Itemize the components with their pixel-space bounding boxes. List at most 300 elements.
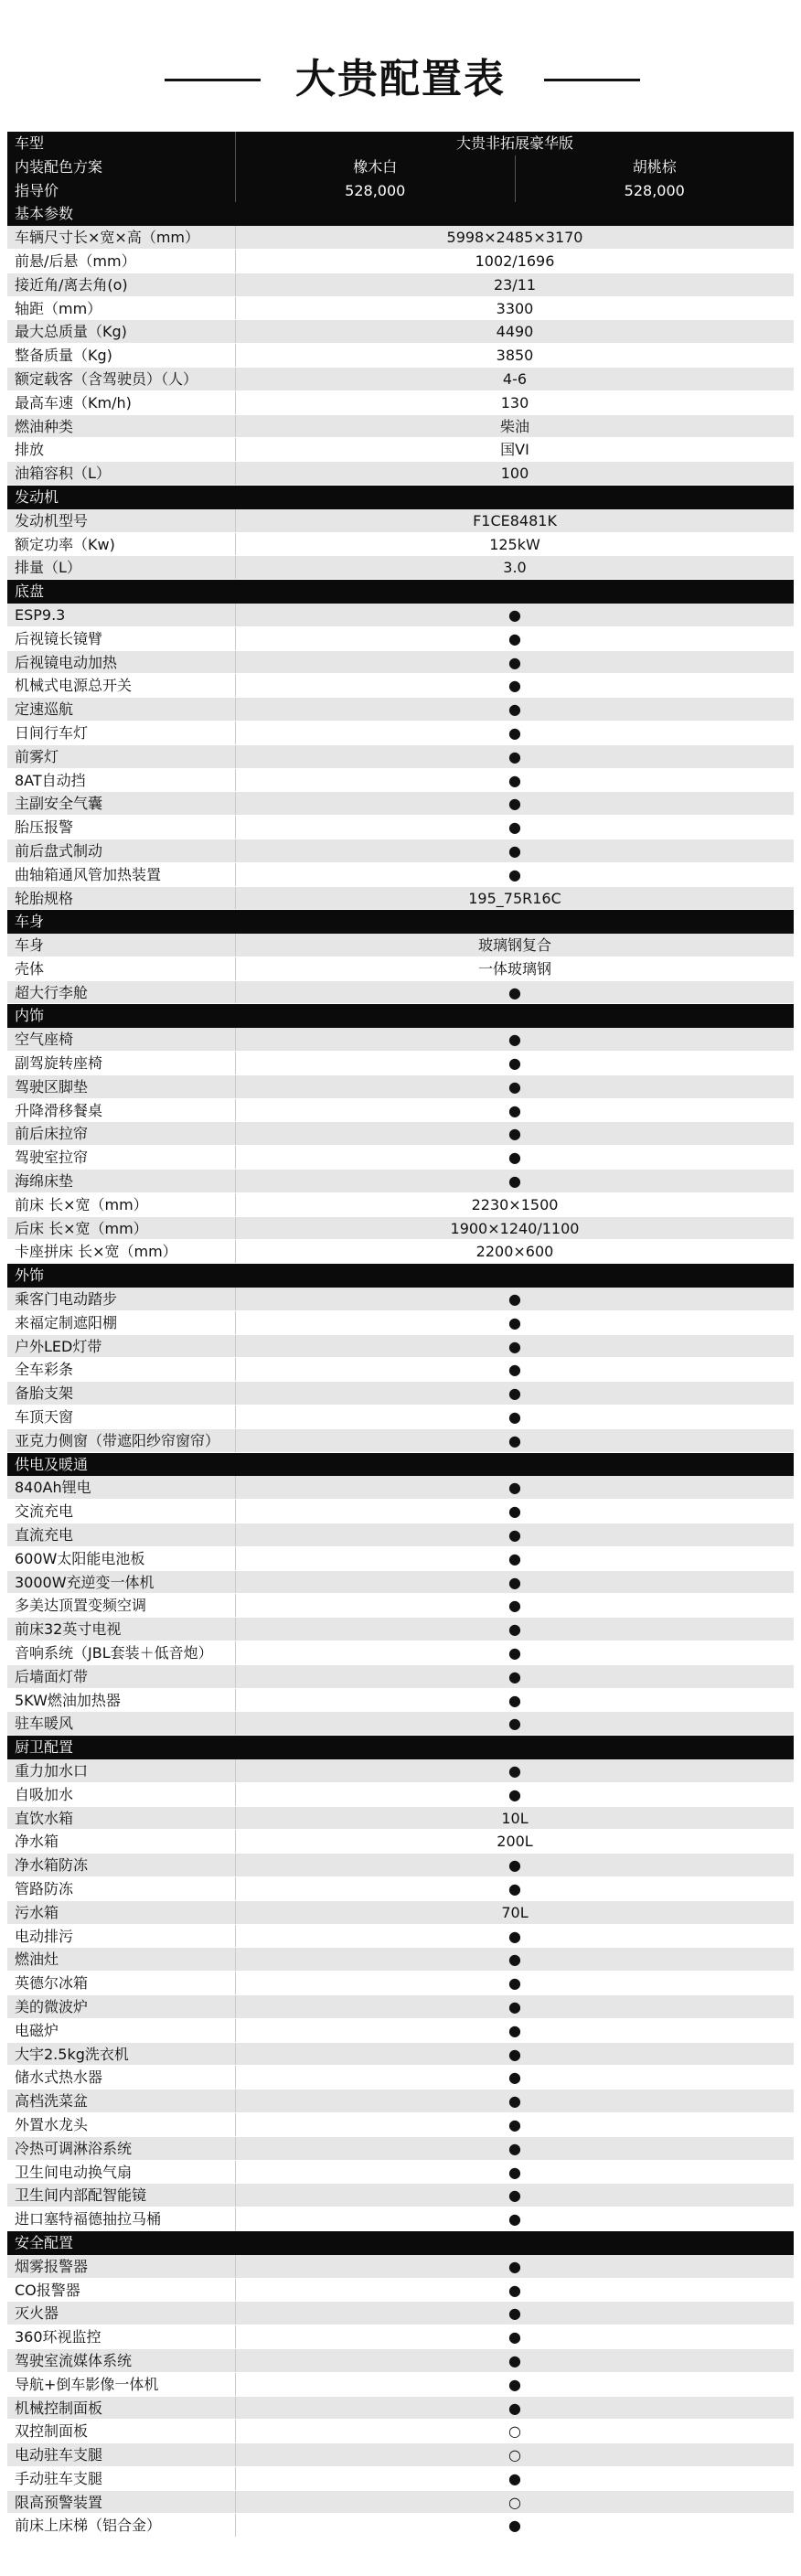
spec-row [7, 2279, 794, 2303]
spec-row [7, 1807, 794, 1831]
section-title: 车身 [15, 913, 45, 931]
spec-row [7, 509, 794, 533]
spec-row [7, 1641, 794, 1665]
price-option-2: 528,000 [624, 181, 685, 199]
spec-label: 前床 长×宽（mm） [7, 1193, 236, 1216]
spec-row [7, 226, 794, 250]
spec-value: ○ [508, 2422, 521, 2441]
section-title: 厨卫配置 [15, 1738, 74, 1757]
spec-row [7, 273, 794, 297]
spec-row [7, 2184, 794, 2207]
spec-row [7, 2113, 794, 2137]
spec-value: 100 [500, 465, 529, 483]
spec-value: ● [508, 1761, 521, 1780]
spec-label: 前后床拉帘 [7, 1122, 236, 1145]
spec-value: 4-6 [502, 369, 528, 388]
spec-row [7, 769, 794, 793]
spec-label: 前后盘式制动 [7, 839, 236, 862]
spec-label: 备胎支架 [7, 1382, 236, 1405]
section-header [7, 1264, 794, 1288]
spec-label: 净水箱防冻 [7, 1854, 236, 1876]
spec-label: 驾驶室流媒体系统 [7, 2349, 236, 2372]
spec-value: ● [508, 2517, 521, 2535]
spec-value: ● [508, 841, 521, 860]
spec-label: 灭火器 [7, 2302, 236, 2325]
spec-table [7, 132, 794, 2538]
spec-value: ● [508, 1431, 521, 1449]
spec-value: 1002/1696 [475, 251, 555, 270]
spec-value: ● [508, 1856, 521, 1875]
spec-label: 亚克力侧窗（带遮阳纱帘窗帘） [7, 1429, 236, 1452]
spec-row [7, 1052, 794, 1075]
spec-value: 195_75R16C [468, 889, 561, 907]
spec-label: 电磁炉 [7, 2019, 236, 2042]
spec-row [7, 1618, 794, 1641]
spec-row [7, 320, 794, 344]
spec-row [7, 1571, 794, 1595]
spec-value: ● [508, 1997, 521, 2015]
spec-label: 360环视监控 [7, 2325, 236, 2348]
spec-row [7, 2397, 794, 2421]
spec-value: 125kW [489, 535, 540, 553]
spec-value: ● [508, 1149, 521, 1167]
spec-value: ● [508, 1549, 521, 1567]
spec-value: ● [508, 1361, 521, 1379]
spec-value: ● [508, 629, 521, 647]
spec-value: ● [508, 1101, 521, 1119]
spec-value: ● [508, 818, 521, 837]
spec-label: 大宇2.5kg洗衣机 [7, 2043, 236, 2066]
spec-label: 额定载客（含驾驶员）（人） [7, 368, 236, 390]
spec-value: ● [508, 1125, 521, 1143]
spec-label: 轴距（mm） [7, 297, 236, 320]
spec-value: ● [508, 2281, 521, 2299]
spec-value: ● [508, 1479, 521, 1497]
section-title: 安全配置 [15, 2233, 74, 2251]
section-title: 外饰 [15, 1267, 45, 1285]
spec-row [7, 533, 794, 557]
spec-label: 音响系统（JBL套装＋低音炮） [7, 1641, 236, 1664]
spec-row [7, 2325, 794, 2349]
spec-row [7, 2467, 794, 2491]
spec-label: 轮胎规格 [7, 887, 236, 910]
spec-value: 柴油 [499, 417, 529, 435]
color-label: 内装配色方案 [7, 155, 236, 179]
spec-label: 驻车暖风 [7, 1712, 236, 1735]
spec-value: 3.0 [503, 559, 527, 577]
spec-row [7, 1523, 794, 1547]
header-row-color [7, 155, 794, 179]
spec-value: ● [508, 2210, 521, 2229]
spec-label: 胎压报警 [7, 816, 236, 839]
spec-label: 交流充电 [7, 1500, 236, 1523]
spec-value: ● [508, 2328, 521, 2346]
spec-row [7, 1759, 794, 1783]
spec-label: 3000W充逆变一体机 [7, 1571, 236, 1594]
spec-value: ● [508, 1031, 521, 1049]
spec-row [7, 462, 794, 486]
spec-value: ● [508, 1620, 521, 1639]
spec-label: 燃油种类 [7, 415, 236, 438]
spec-row [7, 2066, 794, 2090]
spec-label: 外置水龙头 [7, 2113, 236, 2136]
spec-value: ● [508, 1290, 521, 1309]
price-option-1: 528,000 [236, 179, 516, 203]
spec-value: ● [508, 723, 521, 742]
spec-label: 最高车速（Km/h) [7, 391, 236, 414]
spec-label: 美的微波炉 [7, 1995, 236, 2018]
spec-row [7, 1547, 794, 1571]
spec-row [7, 2137, 794, 2161]
spec-value: ● [508, 1785, 521, 1803]
spec-value: ● [508, 2092, 521, 2111]
section-header [7, 1453, 794, 1477]
spec-value: ● [508, 1526, 521, 1545]
spec-row [7, 2090, 794, 2113]
spec-value: ● [508, 2257, 521, 2275]
spec-label: 重力加水口 [7, 1759, 236, 1782]
spec-value: ● [508, 1337, 521, 1355]
spec-label: 超大行李舱 [7, 981, 236, 1004]
spec-row [7, 721, 794, 745]
spec-value: ● [508, 2021, 521, 2039]
spec-label: CO报警器 [7, 2279, 236, 2302]
spec-row [7, 1476, 794, 1500]
spec-value: 5998×2485×3170 [446, 229, 583, 247]
spec-label: 英德尔冰箱 [7, 1972, 236, 1994]
spec-label: 高档洗菜盆 [7, 2090, 236, 2112]
spec-label: 8AT自动挡 [7, 769, 236, 792]
spec-label: 发动机型号 [7, 509, 236, 532]
spec-row [7, 1830, 794, 1854]
spec-row [7, 1995, 794, 2019]
spec-value: 1900×1240/1100 [450, 1219, 580, 1237]
spec-label: 日间行车灯 [7, 721, 236, 744]
spec-value: 4490 [496, 323, 534, 341]
spec-row [7, 1288, 794, 1311]
spec-row [7, 2443, 794, 2467]
spec-value: ● [508, 1715, 521, 1733]
spec-label: 升降滑移餐桌 [7, 1099, 236, 1122]
spec-label: 前雾灯 [7, 745, 236, 768]
spec-value: ● [508, 1691, 521, 1709]
spec-value: ● [508, 2469, 521, 2487]
spec-value: 2200×600 [475, 1243, 554, 1261]
spec-row [7, 816, 794, 839]
spec-row [7, 1665, 794, 1689]
spec-row [7, 2207, 794, 2231]
spec-label: 手动驻车支腿 [7, 2467, 236, 2490]
spec-label: 多美达顶置变频空调 [7, 1594, 236, 1617]
spec-value: ● [508, 2375, 521, 2393]
spec-row [7, 604, 794, 627]
spec-value: 10L [501, 1809, 529, 1827]
spec-label: 驾驶室拉帘 [7, 1146, 236, 1169]
spec-row [7, 2302, 794, 2325]
spec-label: 壳体 [7, 957, 236, 980]
spec-label: 污水箱 [7, 1901, 236, 1924]
spec-value: ● [508, 2139, 521, 2157]
section-title: 内饰 [15, 1007, 45, 1025]
section-header [7, 1004, 794, 1028]
spec-value: ● [508, 1172, 521, 1191]
spec-row [7, 1877, 794, 1901]
spec-row [7, 438, 794, 462]
spec-row [7, 839, 794, 863]
spec-label: 储水式热水器 [7, 2066, 236, 2089]
spec-value: ● [508, 1597, 521, 1615]
section-header [7, 202, 794, 226]
spec-label: 副驾旋转座椅 [7, 1052, 236, 1074]
spec-label: 曲轴箱通风管加热装置 [7, 863, 236, 886]
spec-label: 最大总质量（Kg) [7, 320, 236, 343]
spec-label: 后视镜长镜臂 [7, 627, 236, 650]
spec-label: 电动排污 [7, 1925, 236, 1948]
spec-label: 840Ah锂电 [7, 1476, 236, 1499]
spec-label: 来福定制遮阳棚 [7, 1311, 236, 1334]
spec-value: ○ [508, 2446, 521, 2464]
section-header [7, 910, 794, 934]
spec-value: ● [508, 1879, 521, 1897]
spec-label: 600W太阳能电池板 [7, 1547, 236, 1570]
spec-row [7, 1099, 794, 1123]
spec-value: ● [508, 1644, 521, 1662]
title-area [0, 0, 801, 128]
section-title: 基本参数 [15, 205, 74, 223]
spec-value: ● [508, 865, 521, 883]
spec-value: ● [508, 1927, 521, 1945]
spec-label: 前悬/后悬（mm） [7, 250, 236, 273]
model-label: 车型 [7, 132, 236, 155]
spec-row [7, 651, 794, 675]
section-header [7, 1736, 794, 1759]
model-name: 大贵非拓展豪华版 [455, 134, 573, 152]
spec-value: 200L [497, 1833, 533, 1851]
color-option-1: 橡木白 [236, 155, 516, 179]
spec-row [7, 1406, 794, 1429]
spec-row [7, 1854, 794, 1877]
spec-value: ● [508, 1384, 521, 1403]
spec-row [7, 415, 794, 439]
spec-label: 海绵床垫 [7, 1170, 236, 1192]
spec-row [7, 1358, 794, 1382]
spec-row [7, 698, 794, 721]
spec-label: 油箱容积（L） [7, 462, 236, 485]
spec-label: 卫生间电动换气扇 [7, 2161, 236, 2184]
spec-value: ● [508, 1502, 521, 1521]
spec-label: ESP9.3 [7, 604, 236, 626]
spec-row [7, 1028, 794, 1052]
spec-value: 3300 [496, 299, 534, 317]
spec-row [7, 1311, 794, 1335]
spec-row [7, 556, 794, 580]
spec-label: 直饮水箱 [7, 1807, 236, 1830]
spec-value: 70L [501, 1903, 529, 1921]
spec-label: 管路防冻 [7, 1877, 236, 1900]
spec-label: 冷热可调淋浴系统 [7, 2137, 236, 2160]
spec-row [7, 1429, 794, 1453]
spec-value: ● [508, 1077, 521, 1096]
spec-value: ● [508, 1951, 521, 1969]
spec-row [7, 1972, 794, 1995]
spec-value: 国VI [500, 441, 529, 459]
spec-row [7, 1240, 794, 1264]
spec-value: ● [508, 747, 521, 765]
spec-row [7, 1382, 794, 1406]
spec-value: 130 [500, 393, 529, 412]
spec-label: 机械控制面板 [7, 2397, 236, 2420]
spec-row [7, 887, 794, 911]
spec-row [7, 2373, 794, 2397]
spec-value: 玻璃钢复合 [477, 936, 551, 955]
color-option-2: 胡桃棕 [632, 157, 677, 176]
spec-label: 导航+倒车影像一体机 [7, 2373, 236, 2396]
spec-value: ● [508, 700, 521, 719]
spec-value: ● [508, 2045, 521, 2063]
spec-row [7, 745, 794, 769]
spec-row [7, 934, 794, 957]
spec-value: ● [508, 1408, 521, 1427]
spec-row [7, 674, 794, 698]
spec-row [7, 1335, 794, 1359]
spec-label: 车身 [7, 934, 236, 957]
spec-label: 后视镜电动加热 [7, 651, 236, 674]
spec-label: 限高预警装置 [7, 2491, 236, 2514]
spec-label: 驾驶区脚垫 [7, 1075, 236, 1098]
spec-row [7, 1594, 794, 1618]
spec-value: ● [508, 2163, 521, 2181]
spec-row [7, 792, 794, 816]
spec-value: ● [508, 2399, 521, 2417]
spec-label: 车顶天窗 [7, 1406, 236, 1428]
spec-label: 主副安全气囊 [7, 792, 236, 815]
spec-value: ● [508, 2115, 521, 2133]
spec-label: 整备质量（Kg) [7, 344, 236, 367]
spec-row [7, 981, 794, 1005]
section-title: 底盘 [15, 583, 45, 601]
spec-row [7, 2491, 794, 2515]
spec-label: 双控制面板 [7, 2420, 236, 2442]
spec-value: F1CE8481K [473, 511, 557, 529]
spec-label: 直流充电 [7, 1523, 236, 1546]
spec-row [7, 1901, 794, 1925]
section-title: 供电及暖通 [15, 1455, 89, 1473]
spec-row [7, 1217, 794, 1241]
spec-label: 后床 长×宽（mm） [7, 1217, 236, 1240]
spec-row [7, 1193, 794, 1217]
spec-row [7, 627, 794, 651]
spec-value: 一体玻璃钢 [477, 959, 551, 978]
page-title: 大贵配置表 [295, 56, 506, 102]
spec-row [7, 863, 794, 887]
spec-value: ● [508, 677, 521, 695]
spec-label: 电动驻车支腿 [7, 2443, 236, 2466]
spec-value: ○ [508, 2493, 521, 2511]
spec-label: 全车彩条 [7, 1358, 236, 1381]
spec-row [7, 2019, 794, 2043]
header-row-price [7, 179, 794, 203]
spec-value: ● [508, 2186, 521, 2205]
spec-label: 车辆尺寸长×宽×高（mm） [7, 226, 236, 249]
spec-label: 燃油灶 [7, 1948, 236, 1971]
spec-row [7, 1689, 794, 1713]
spec-row [7, 2349, 794, 2373]
section-title: 发动机 [15, 487, 59, 506]
section-header [7, 2231, 794, 2255]
spec-row [7, 1170, 794, 1193]
spec-row [7, 1712, 794, 1736]
spec-value: ● [508, 653, 521, 671]
spec-value: 2230×1500 [471, 1195, 559, 1213]
spec-label: 进口塞特福德抽拉马桶 [7, 2207, 236, 2230]
spec-row [7, 957, 794, 981]
spec-row [7, 1075, 794, 1099]
spec-value: ● [508, 795, 521, 813]
spec-row [7, 1948, 794, 1972]
spec-value: ● [508, 1573, 521, 1591]
spec-row [7, 344, 794, 368]
spec-label: 前床上床梯（铝合金） [7, 2514, 236, 2537]
spec-row [7, 2043, 794, 2067]
spec-label: 卫生间内部配智能镜 [7, 2184, 236, 2207]
spec-value: 3850 [496, 347, 534, 365]
spec-value: ● [508, 605, 521, 624]
spec-label: 卡座拼床 长×宽（mm） [7, 1240, 236, 1263]
spec-label: 前床32英寸电视 [7, 1618, 236, 1641]
spec-label: 排放 [7, 438, 236, 461]
spec-row [7, 250, 794, 273]
spec-label: 户外LED灯带 [7, 1335, 236, 1358]
spec-row [7, 2255, 794, 2279]
spec-value: ● [508, 1667, 521, 1685]
spec-value: ● [508, 771, 521, 789]
spec-row [7, 391, 794, 415]
spec-row [7, 1500, 794, 1523]
title-divider-right [544, 79, 640, 81]
spec-label: 排量（L） [7, 556, 236, 579]
spec-label: 乘客门电动踏步 [7, 1288, 236, 1310]
spec-value: ● [508, 2304, 521, 2323]
spec-row [7, 2161, 794, 2185]
spec-row [7, 1146, 794, 1170]
section-header [7, 486, 794, 509]
spec-label: 5KW燃油加热器 [7, 1689, 236, 1712]
spec-value: ● [508, 2351, 521, 2369]
spec-row [7, 368, 794, 391]
section-header [7, 580, 794, 604]
spec-value: 23/11 [493, 275, 537, 294]
spec-label: 机械式电源总开关 [7, 674, 236, 697]
spec-value: ● [508, 1313, 521, 1331]
spec-label: 自吸加水 [7, 1783, 236, 1806]
spec-label: 定速巡航 [7, 698, 236, 721]
price-label: 指导价 [7, 179, 236, 203]
header-row-model [7, 132, 794, 155]
spec-row [7, 2420, 794, 2443]
spec-label: 空气座椅 [7, 1028, 236, 1051]
spec-value: ● [508, 2068, 521, 2087]
spec-value: ● [508, 983, 521, 1001]
spec-row [7, 1122, 794, 1146]
spec-row [7, 1783, 794, 1807]
spec-row [7, 1925, 794, 1949]
spec-row [7, 2514, 794, 2538]
spec-label: 后墙面灯带 [7, 1665, 236, 1688]
spec-value: ● [508, 1054, 521, 1073]
spec-label: 接近角/离去角(o) [7, 273, 236, 296]
spec-value: ● [508, 1974, 521, 1993]
spec-label: 额定功率（Kw) [7, 533, 236, 556]
